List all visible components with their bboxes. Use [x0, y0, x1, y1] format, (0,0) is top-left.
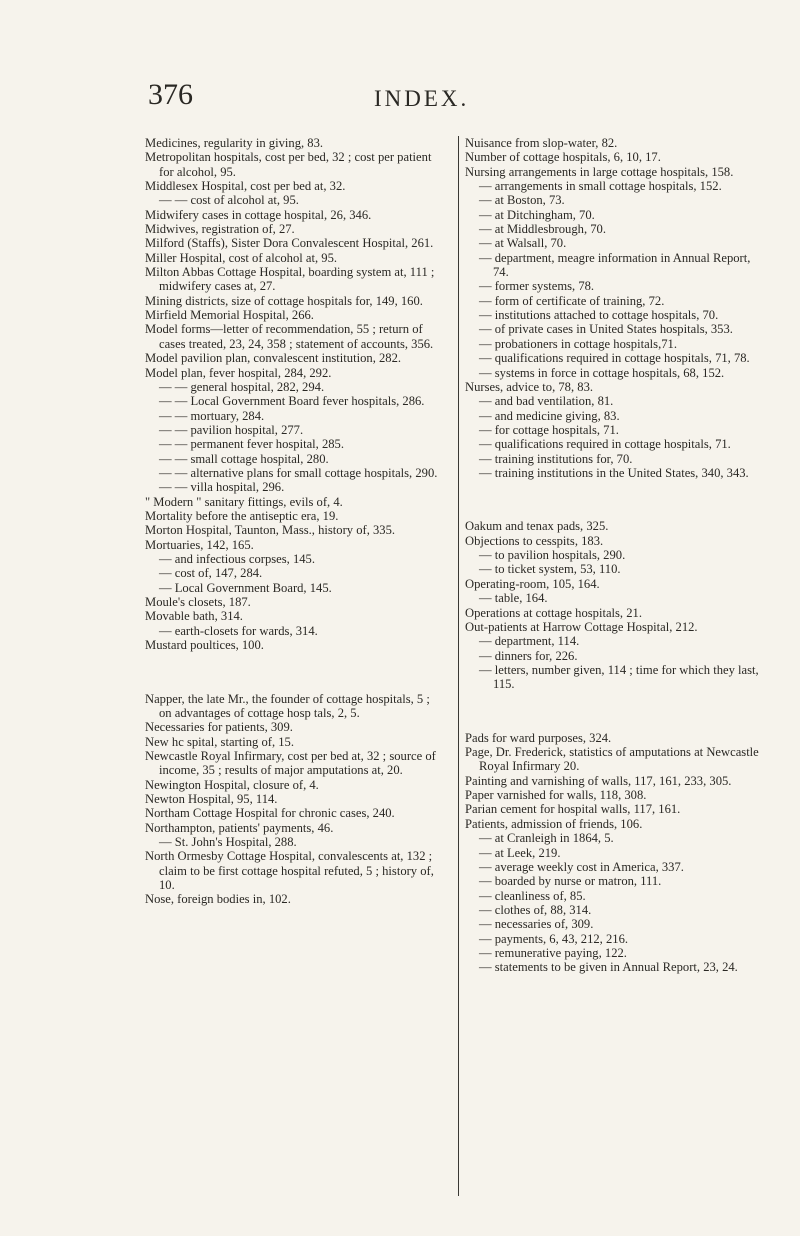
index-entry: — training institutions for, 70. [479, 451, 633, 466]
index-entry: Mortuaries, 142, 165. [145, 537, 254, 552]
index-entry: — — general hospital, 282, 294. [159, 379, 325, 394]
index-entry: Mustard poultices, 100. [145, 638, 264, 653]
index-entry: Nuisance from slop-water, 82. [465, 136, 618, 150]
index-entry: New hc spital, starting of, 15. [145, 734, 294, 749]
index-entry: Necessaries for patients, 309. [145, 720, 293, 735]
index-entry: Model plan, fever hospital, 284, 292. [145, 365, 332, 380]
index-entry: — former systems, 78. [479, 279, 595, 294]
index-entry: — and infectious corpses, 145. [159, 551, 315, 566]
index-entry: Napper, the late Mr., the founder of cottage hospitals, 5 ; on advantages of cottage hosp tals, 2, 5. [145, 691, 430, 720]
index-entry: — qualifications required in cottage hospitals, 71. [479, 437, 731, 452]
section-gap [145, 665, 442, 679]
index-entry: — letters, number given, 114 ; time for which they last, 115. [479, 662, 759, 692]
index-entry: Middlesex Hospital, cost per bed at, 32. [145, 179, 346, 194]
index-entry: Miller Hospital, cost of alcohol at, 95. [145, 250, 338, 265]
index-entry: — — permanent fever hospital, 285. [159, 437, 345, 452]
index-entry: — — alternative plans for small cottage hospitals, 290. [159, 465, 438, 480]
index-entry: Northam Cottage Hospital for chronic cases, 240. [145, 806, 395, 821]
index-entry: — at Ditchingham, 70. [479, 207, 595, 222]
index-entry: Milford (Staffs), Sister Dora Convalescent Hospital, 261. [145, 236, 434, 251]
index-entry: — cost of, 147, 284. [159, 566, 263, 581]
index-entry: — at Cranleigh in 1864, 5. [479, 831, 614, 846]
index-entry: Midwifery cases in cottage hospital, 26, 346. [145, 207, 372, 222]
index-entry: Newcastle Royal Infirmary, cost per bed at, 32 ; source of income, 35 ; results of major amputations at, 20. [145, 748, 436, 778]
section-gap [465, 704, 761, 718]
index-entry: Mining districts, size of cottage hospitals for, 149, 160. [145, 293, 423, 308]
index-entry: Operations at cottage hospitals, 21. [465, 605, 642, 620]
index-entry: Parian cement for hospital walls, 117, 161. [465, 802, 681, 817]
index-entry: — clothes of, 88, 314. [479, 902, 592, 917]
index-entry: — necessaries of, 309. [479, 917, 594, 932]
index-entry: Oakum and tenax pads, 325. [465, 519, 609, 534]
index-entry: Movable bath, 314. [145, 609, 243, 624]
index-entry: — for cottage hospitals, 71. [479, 422, 619, 437]
index-entry: — — villa hospital, 296. [159, 480, 285, 495]
index-entry: — training institutions in the United States, 340, 343. [479, 465, 749, 480]
index-column-left [145, 136, 442, 907]
index-entry: — department, 114. [479, 634, 580, 649]
index-entry: — qualifications required in cottage hospitals, 71, 78. [479, 351, 750, 366]
index-entry: — payments, 6, 43, 212, 216. [479, 931, 629, 946]
index-entry: — form of certificate of training, 72. [479, 293, 665, 308]
index-entry: — cleanliness of, 85. [479, 888, 586, 903]
index-column-right [458, 136, 761, 1196]
index-entry: Nursing arrangements in large cottage hospitals, 158. [465, 164, 734, 179]
index-entry: Operating-room, 105, 164. [465, 576, 600, 591]
index-entry: Page, Dr. Frederick, statistics of amputations at Newcastle Royal Infirmary 20. [465, 745, 759, 774]
index-entry: — to ticket system, 53, 110. [479, 562, 621, 577]
index-entry: — to pavilion hospitals, 290. [479, 548, 626, 563]
index-entry: Pads for ward purposes, 324. [465, 730, 612, 745]
index-entry: Mirfield Memorial Hospital, 266. [145, 308, 314, 323]
index-entry: Paper varnished for walls, 118, 308. [465, 788, 647, 803]
page-number: 376 [148, 78, 193, 111]
index-entry: — average weekly cost in America, 337. [479, 859, 684, 874]
index-entry: Objections to cesspits, 183. [465, 533, 604, 548]
index-entry: Model pavilion plan, convalescent institution, 282. [145, 351, 402, 366]
index-entry: — at Walsall, 70. [479, 236, 567, 251]
index-entry: — remunerative paying, 122. [479, 945, 627, 960]
index-entry: — — mortuary, 284. [159, 408, 265, 423]
index-entry: Newington Hospital, closure of, 4. [145, 777, 319, 792]
index-entry: Patients, admission of friends, 106. [465, 816, 643, 831]
index-entry: — at Middlesbrough, 70. [479, 222, 606, 237]
index-entry: — St. John's Hospital, 288. [159, 835, 297, 849]
index-entry: Nose, foreign bodies in, 102. [145, 892, 291, 907]
index-entry: — Local Government Board, 145. [159, 580, 332, 595]
page-header [148, 78, 708, 118]
index-entry: — systems in force in cottage hospitals, 68, 152. [479, 365, 725, 380]
section-gap [465, 493, 761, 507]
index-entry: Northampton, patients' payments, 46. [145, 820, 334, 835]
index-entry: — department, meagre information in Annual Report, 74. [479, 250, 751, 280]
index-entry: Metropolitan hospitals, cost per bed, 32 ; cost per patient for alcohol, 95. [145, 150, 432, 179]
index-entry: — — Local Government Board fever hospitals, 286. [159, 394, 425, 409]
index-entry: — arrangements in small cottage hospitals, 152. [479, 179, 722, 194]
index-entry: Midwives, registration of, 27. [145, 222, 295, 237]
index-entry: Out-patients at Harrow Cottage Hospital, 212. [465, 619, 698, 634]
index-entry: Morton Hospital, Taunton, Mass., history of, 335. [145, 523, 396, 538]
index-entry: Milton Abbas Cottage Hospital, boarding system at, 111 ; midwifery cases at, 27. [145, 265, 435, 294]
index-entry: Nurses, advice to, 78, 83. [465, 379, 594, 394]
index-entry: — at Boston, 73. [479, 193, 565, 208]
index-entry: Moule's closets, 187. [145, 595, 251, 609]
index-entry: — institutions attached to cottage hospitals, 70. [479, 308, 719, 323]
index-entry: Mortality before the antiseptic era, 19. [145, 508, 339, 523]
index-entry: — earth-closets for wards, 314. [159, 623, 318, 638]
index-entry: — dinners for, 226. [479, 648, 578, 663]
index-entry: — probationers in cottage hospitals,71. [479, 336, 677, 351]
running-title: INDEX. [374, 86, 470, 111]
index-entry: — statements to be given in Annual Report, 23, 24. [479, 960, 738, 975]
index-entry: Number of cottage hospitals, 6, 10, 17. [465, 150, 661, 165]
index-entry: — boarded by nurse or matron, 111. [479, 874, 662, 889]
index-entry: " Modern " sanitary fittings, evils of, 4. [145, 494, 343, 509]
index-entry: — of private cases in United States hospitals, 353. [479, 322, 733, 337]
index-entry: Newton Hospital, 95, 114. [145, 791, 278, 806]
index-entry: Painting and varnishing of walls, 117, 161, 233, 305. [465, 773, 732, 788]
index-entry: Model forms—letter of recommendation, 55 ; return of cases treated, 23, 24, 358 ; statement of accounts, 356. [145, 322, 434, 351]
index-entry: Medicines, regularity in giving, 83. [145, 136, 324, 150]
index-entry: — table, 164. [479, 591, 548, 606]
index-entry: North Ormesby Cottage Hospital, convalescents at, 132 ; claim to be first cottage hospital refuted, 5 ; history of, 10. [145, 849, 434, 893]
index-entry: — and medicine giving, 83. [479, 408, 620, 423]
index-entry: — — cost of alcohol at, 95. [159, 193, 299, 208]
index-entry: — — small cottage hospital, 280. [159, 451, 329, 466]
index-entry: — and bad ventilation, 81. [479, 394, 614, 409]
index-entry: — at Leek, 219. [479, 845, 561, 860]
index-entry: — — pavilion hospital, 277. [159, 422, 304, 437]
